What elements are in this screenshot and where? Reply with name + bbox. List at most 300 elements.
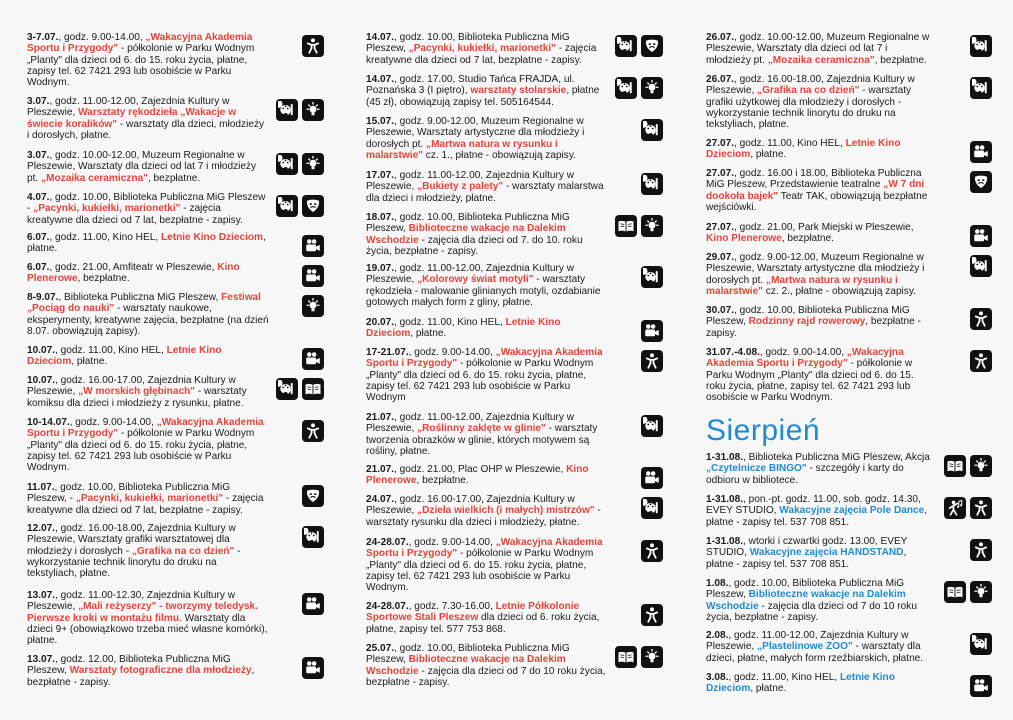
event-details: , godz. 11.00, Kino HEL, <box>394 317 506 328</box>
event-date: 4.07. <box>27 192 50 203</box>
film-camera-icon <box>302 265 324 287</box>
event-icons <box>970 225 992 247</box>
event-date: 3.07. <box>27 96 50 107</box>
event-title: „Martwa natura w rysunku i malarstwie" <box>706 274 898 297</box>
event-details: , bezpłatne - zapisy. <box>706 316 921 339</box>
event-entry <box>27 417 269 473</box>
event-entry <box>706 578 934 623</box>
film-camera-icon <box>641 467 663 489</box>
event-details: , godz. 11.00-12.00, Zajezdnia Kultury w Pleszewie, <box>27 96 230 119</box>
event-title: „Mozaika ceramiczna" <box>767 54 875 66</box>
event-date: 26.07. <box>706 32 735 43</box>
film-camera-icon <box>302 348 324 370</box>
event-details: , godz. 10.00, Biblioteka Publiczna MiG Pleszew, <box>366 212 570 235</box>
event-icons <box>641 467 663 489</box>
event-entry <box>27 523 269 579</box>
event-details: , bezpłatne. <box>147 172 201 184</box>
event-icons <box>276 153 324 175</box>
event-icons <box>970 308 992 330</box>
event-details: , godz. 9.00-14.00, <box>759 347 847 358</box>
event-title: Wakacyjne zajęcia Pole Dance <box>779 505 925 517</box>
event-entry <box>366 494 608 528</box>
event-icons <box>970 77 992 99</box>
event-details: - warsztaty dla dzieci, młodzieży i dorosłych, płatne. <box>27 118 265 141</box>
event-title: „Roślinny zaklęte w glinie" <box>417 423 546 435</box>
event-icons <box>615 646 663 668</box>
event-details: , godz. 9.00-12.00, Muzeum Regionalne w Pleszewie, Warsztaty artystyczne dla młodzieży i dorosłych pt. <box>706 252 925 286</box>
event-title: „Grafika na co dzień" <box>131 545 235 557</box>
event-details: , godz. 21.00, Park Miejski w Pleszewie, <box>734 222 914 233</box>
art-palette-icon <box>276 378 298 400</box>
art-palette-icon <box>970 35 992 57</box>
event-details: , godz. 10.00, Biblioteka Publiczna MiG Pleszew - <box>27 192 266 215</box>
event-entry <box>706 672 934 695</box>
event-entry <box>27 292 269 337</box>
event-details: dla dzieci od 6. roku życia, płatne, zapisy tel. 577 753 868. <box>366 612 600 635</box>
event-details: , godz. 11.00-12.00, Zajezdnia Kultury w Pleszewie, <box>366 263 575 286</box>
event-title: „W 7 dni dookoła bajek" <box>706 179 925 202</box>
event-details: , Biblioteka Publiczna MiG Pleszew, Akcja <box>743 452 930 463</box>
event-date: 2.08. <box>706 630 729 641</box>
event-title: Biblioteczne wakacje na Dalekim Wschodzie <box>706 589 906 612</box>
art-palette-icon <box>276 195 298 217</box>
event-details: - zajęcia kreatywne dla dzieci od 7 lat, bezpłatne - zapisy. <box>366 43 597 66</box>
event-icons <box>944 497 992 519</box>
event-details: - zajęcia dla dzieci od 7 do 10 roku życia, bezpłatne - zapisy. <box>366 665 606 688</box>
event-details: , godz. 16.00-18.00, Zajezdnia Kultury w Pleszewie, Warsztaty grafiki warsztatowej dla młodzieży i dorosłych - <box>27 523 236 557</box>
theatre-mask-icon <box>302 485 324 507</box>
event-details: , godz. 11.00-12.00, Zajezdnia Kultury w Pleszewie, <box>366 412 575 435</box>
event-entry <box>27 150 269 184</box>
event-icons <box>302 526 324 548</box>
event-entry <box>706 630 934 664</box>
event-details: - warsztaty naukowe, eksperymenty, kreatywne zajęcia, bezpłatne (na dzień 8.07. obowiązują zapisy). <box>27 303 269 337</box>
event-details: - półkolonie w Parku Wodnym „Planty" dla dzieci od 6. do 15. roku życia, płatne, zapisy tel. 62 7421 293 lub osobiście w Parku Wodnym. <box>706 358 914 404</box>
event-date: 3-7.07. <box>27 32 59 43</box>
event-details: , godz. 7.30-16.00, <box>408 601 496 612</box>
event-title: „Wakacyjna Akademia Sportu i Przygody" <box>706 347 904 370</box>
event-details: , godz. 9.00-12.00, Muzeum Regionalne w Pleszewie, Warsztaty artystyczne dla młodzieży i dorosłych pt. <box>366 116 585 150</box>
event-icons <box>970 141 992 163</box>
event-title: „Czytelnicze BINGO" <box>706 463 807 475</box>
art-palette-icon <box>302 526 324 548</box>
event-details: , bezpłatne. <box>781 233 834 245</box>
art-palette-icon <box>641 173 663 195</box>
event-icons <box>302 35 324 57</box>
event-title: Letnie Kino Dzieciom <box>706 672 895 695</box>
art-palette-icon <box>276 99 298 121</box>
event-details: , Biblioteka Publiczna MiG Pleszew, <box>58 292 222 303</box>
theatre-mask-icon <box>302 195 324 217</box>
event-entry <box>27 262 269 285</box>
event-details: - warsztaty komiksu dla dzieci i młodzieży z rysunku, płatne. <box>27 386 247 409</box>
event-details: , płatne. <box>27 232 266 255</box>
art-palette-icon <box>615 77 637 99</box>
event-title: Kino Plenerowe <box>366 464 589 487</box>
event-details: - półkolonie w Parku Wodnym „Planty" dla dzieci od 6. do 15. roku życia, płatne, zapisy tel. 62 7421 293 lub osobiście w Parku Wodnym. <box>27 43 255 89</box>
event-icons <box>970 171 992 193</box>
event-entry <box>27 192 269 226</box>
film-camera-icon <box>641 320 663 342</box>
event-entry <box>27 654 269 688</box>
event-details: , godz. 10.00, Biblioteka Publiczna MiG Pleszew, - <box>27 482 231 505</box>
event-details: , godz. 10.00, Biblioteka Publiczna MiG Pleszew, <box>366 643 570 666</box>
event-entry <box>706 168 934 213</box>
event-entry <box>366 317 608 340</box>
event-date: 10.07. <box>27 345 56 356</box>
event-details: - zajęcia kreatywne dla dzieci od 7 lat, bezpłatne - zapisy. <box>27 493 264 516</box>
event-entry <box>706 305 934 339</box>
event-details: , godz. 16.00-18.00, Zajezdnia Kultury w Pleszewie, <box>706 74 915 97</box>
event-entry <box>706 494 934 528</box>
event-title: Biblioteczne wakacje na Dalekim Wschodzie <box>366 223 566 246</box>
event-title: „Bukiety z palety" <box>417 181 504 193</box>
event-date: 12.07. <box>27 523 56 534</box>
person-running-icon <box>970 308 992 330</box>
person-running-icon <box>641 540 663 562</box>
event-title: Warsztaty fotograficzne dla młodzieży <box>69 665 252 677</box>
event-title: „Plastelinowe ZOO" <box>757 641 853 653</box>
event-details: , godz. 10.00, Biblioteka Publiczna MiG Pleszew, <box>366 32 570 55</box>
event-date: 20.07. <box>366 317 395 328</box>
event-entry <box>27 96 269 141</box>
event-entry <box>27 590 269 646</box>
event-icons <box>641 119 663 141</box>
event-details: , godz. 10.00, Biblioteka Publiczna MiG Pleszew, <box>706 578 905 601</box>
event-title: Festiwal „Pociąg do nauki" <box>27 292 261 315</box>
event-details: , godz. 21.00, Plac OHP w Pleszewie, <box>394 464 567 475</box>
event-date: 17.07. <box>366 170 395 181</box>
event-date: 10-14.07. <box>27 417 70 428</box>
event-icons <box>641 497 663 519</box>
event-title: „Mali reżyserzy" - tworzymy teledysk. Pierwsze kroki w montażu filmu. <box>27 601 258 624</box>
event-date: 17-21.07. <box>366 347 409 358</box>
event-entry <box>27 375 269 409</box>
event-title: „Pacynki, kukiełki, marionetki" <box>33 203 181 215</box>
event-icons <box>944 455 992 477</box>
event-date: 14.07. <box>366 32 395 43</box>
event-icons <box>615 35 663 57</box>
event-entry <box>706 536 934 570</box>
event-entry <box>366 32 608 66</box>
event-date: 31.07.-4.08. <box>706 347 760 358</box>
event-details: , godz. 16.00-17.00, Zajezdnia Kultury w Pleszewie, <box>27 375 236 398</box>
event-date: 3.08. <box>706 672 729 683</box>
event-date: 27.07. <box>706 168 735 179</box>
event-entry <box>366 170 608 204</box>
open-book-icon <box>615 646 637 668</box>
film-camera-icon <box>970 141 992 163</box>
event-title: Warsztaty rękodzieła „Wakacje w świecie koralików" <box>27 107 237 130</box>
event-details: , godz. 9.00-14.00, <box>69 417 157 428</box>
event-date: 30.07. <box>706 305 735 316</box>
event-details: , godz. 11.00, Kino HEL, <box>49 232 161 243</box>
lightbulb-icon <box>970 581 992 603</box>
event-title: Wakacyjne zajęcia HANDSTAND <box>749 547 904 559</box>
event-details: - szczegóły i karty do odbioru w bibliotece. <box>706 463 904 486</box>
event-title: „W morskich głębinach" <box>78 386 196 398</box>
event-icons <box>970 633 992 655</box>
event-details: , godz. 9.00-14.00, <box>408 347 496 358</box>
event-details: , godz. 21.00, Amfiteatr w Pleszewie, <box>49 262 218 273</box>
event-title: „Mozaika ceramiczna" <box>41 172 148 184</box>
event-icons <box>302 420 324 442</box>
event-details: , bezpłatne. <box>416 475 469 487</box>
art-palette-icon <box>615 35 637 57</box>
film-camera-icon <box>302 657 324 679</box>
event-title: Letnie Kino Dzieciom <box>366 317 561 340</box>
theatre-mask-icon <box>641 35 663 57</box>
lightbulb-icon <box>970 455 992 477</box>
lightbulb-icon <box>641 77 663 99</box>
art-palette-icon <box>641 415 663 437</box>
event-icons <box>302 265 324 287</box>
event-details: , godz. 17.00, Studio Tańca FRAJDA, ul. Poznańska 3 (I piętro), <box>366 74 575 97</box>
event-entry <box>706 252 934 297</box>
event-details: , pon.-pt. godz. 11.00, sob. godz. 14.30, EVEY STUDIO, <box>706 494 921 517</box>
event-icons <box>302 485 324 507</box>
event-date: 24-28.07. <box>366 537 409 548</box>
film-camera-icon <box>970 225 992 247</box>
event-icons <box>641 266 663 288</box>
event-icons <box>276 99 324 121</box>
event-icons <box>276 378 324 400</box>
event-title: „Pacynki, kukiełki, marionetki" <box>75 493 224 505</box>
event-icons <box>302 657 324 679</box>
event-details: , płatne. <box>71 356 108 368</box>
event-details: - warsztaty rysunku dla dzieci i młodzieży, płatne. <box>366 505 601 528</box>
event-details: - warsztaty malarstwa dla dzieci i młodzieży, płatne. <box>366 181 604 204</box>
lightbulb-icon <box>302 153 324 175</box>
event-icons <box>970 539 992 561</box>
event-details: , godz. 9.00-14.00, <box>58 32 146 43</box>
event-title: Kino Plenerowe <box>706 233 782 245</box>
event-title: „Wakacyjna Akademia Sportu i Przygody" <box>27 417 264 440</box>
event-icons <box>641 173 663 195</box>
event-details: , godz. 9.00-14.00, <box>408 537 496 548</box>
event-date: 27.07. <box>706 222 735 233</box>
event-title: „Wakacyjna Akademia Sportu i Przygody" <box>27 32 253 55</box>
event-entry <box>366 464 608 487</box>
event-details: - warsztaty dla dzieci, płatne, małych form rzeźbiarskich, płatne. <box>706 641 924 664</box>
event-date: 18.07. <box>366 212 395 223</box>
event-date: 11.07. <box>27 482 55 493</box>
event-icons <box>615 215 663 237</box>
event-details: , wtorki i czwartki godz. 13.00, EVEY STUDIO, <box>706 536 908 559</box>
event-entry <box>366 116 608 161</box>
art-palette-icon <box>276 153 298 175</box>
event-icons <box>302 593 324 615</box>
event-icons <box>641 415 663 437</box>
event-icons <box>302 295 324 317</box>
event-date: 15.07. <box>366 116 395 127</box>
event-icons <box>641 320 663 342</box>
open-book-icon <box>944 581 966 603</box>
person-running-icon <box>302 35 324 57</box>
event-details: , płatne - zapisy tel. 537 708 851. <box>706 505 928 528</box>
event-entry <box>706 452 934 486</box>
event-details: , płatne. <box>750 149 787 161</box>
event-details: cz. 2., płatne - obowiązują zapisy. <box>762 285 916 297</box>
event-details: , godz. 10.00-12.00, Muzeum Regionalne w Pleszewie, Warsztaty dla dzieci od lat 7 i młodzieży pt. <box>706 32 930 66</box>
event-date: 27.07. <box>706 138 735 149</box>
event-details: - zajęcia dla dzieci od 7 do 10 roku życia, bezpłatne - zapisy. <box>706 600 917 623</box>
event-title: „Martwa natura w rysunku i malarstwie" <box>366 138 558 161</box>
event-entry <box>27 232 269 255</box>
event-details: - warsztaty rękodzieła - malowanie glinianych motyli, ozdabianie gotowych małych form z gliny, płatne. <box>366 274 601 308</box>
event-details: , godz. 11.00, Kino HEL, <box>55 345 167 356</box>
event-title: Letnie Kino Dzieciom <box>706 138 901 161</box>
event-details: , godz. 10.00, Biblioteka Publiczna MiG Pleszew, <box>706 305 910 328</box>
event-details: , płatne (45 zł), obowiązują zapisy tel. 505164544. <box>366 85 600 108</box>
event-details: , płatne - zapisy tel. 537 708 851. <box>706 547 907 570</box>
event-details: , godz. 10.00-12.00, Muzeum Regionalne w Pleszewie, Warsztaty dla dzieci od lat 7 i młodzieży pt. <box>27 150 257 184</box>
event-date: 1-31.08. <box>706 494 744 505</box>
event-title: „Dzieła wielkich (i małych) mistrzów" <box>417 505 595 517</box>
event-entry <box>366 601 608 635</box>
event-details: cz. 1., płatne - obowiązują zapisy. <box>422 149 576 161</box>
event-date: 14.07. <box>366 74 395 85</box>
event-details: - zajęcia kreatywne dla dzieci od 7 lat, bezpłatne - zapisy. <box>27 203 243 226</box>
event-date: 21.07. <box>366 464 395 475</box>
event-entry <box>366 347 608 403</box>
art-palette-icon <box>970 633 992 655</box>
event-date: 6.07. <box>27 262 50 273</box>
event-details: Teatr TAK, obowiązują bezpłatne wejściówki. <box>706 190 928 213</box>
event-details: - półkolonie w Parku Wodnym „Planty" dla dzieci od 6. do 15. roku życia, płatne, zapisy tel. 62 7421 293 lub osobiście w Parku Wodnym <box>366 358 594 404</box>
event-date: 19.07. <box>366 263 395 274</box>
event-details: , godz. 11.00, Kino HEL, <box>734 138 846 149</box>
lightbulb-icon <box>302 99 324 121</box>
person-running-icon <box>970 350 992 372</box>
event-details: , płatne. <box>410 328 447 340</box>
event-date: 21.07. <box>366 412 395 423</box>
event-title: Letnie Kino Dzieciom <box>160 232 264 243</box>
event-details: , płatne. <box>750 683 787 695</box>
event-icons <box>970 255 992 277</box>
event-details: , godz. 16.00-17.00, Zajezdnia Kultury w Pleszewie, <box>366 494 575 517</box>
event-details: , bezpłatne. <box>77 273 130 285</box>
event-date: 24.07. <box>366 494 395 505</box>
event-details: - półkolonie w Parku Wodnym „Planty" dla dzieci od 6. do 15. roku życia, płatne, zapisy tel. 62 7421 293 lub osobiście w Parku Wodnym. <box>366 548 594 594</box>
event-date: 13.07. <box>27 590 56 601</box>
person-running-icon <box>641 604 663 626</box>
event-title: Letnie Kino Dzieciom <box>27 345 222 368</box>
event-title: Rodzinny rajd rowerowy <box>748 316 866 328</box>
event-details: , godz. 11.00-12.00, Zajezdnia Kultury w Pleszewie, <box>706 630 909 653</box>
event-entry <box>366 212 608 257</box>
event-details: - półkolonie w Parku Wodnym „Planty" dla dzieci od 6. do 15. roku życia, płatne, zapisy tel. 62 7421 293 lub osobiście w Parku Wodnym. <box>27 428 255 474</box>
event-entry <box>366 537 608 593</box>
art-palette-icon <box>970 77 992 99</box>
event-date: 6.07. <box>27 232 50 243</box>
event-details: , godz. 12.00, Biblioteka Publiczna MiG Pleszew, <box>27 654 231 677</box>
event-entry <box>366 74 608 108</box>
event-entry <box>706 74 934 130</box>
film-camera-icon <box>302 235 324 257</box>
art-palette-icon <box>641 266 663 288</box>
event-entry <box>706 222 934 245</box>
event-entry <box>27 345 269 368</box>
event-details: - zajęcia dla dzieci od 7. do 10. roku życia, bezpłatne - zapisy. <box>366 234 583 257</box>
event-entry <box>366 412 608 457</box>
event-title: „Wakacyjna Akademia Sportu i Przygody" <box>366 537 603 560</box>
event-title: Letnie Półkolonie Sportowe Stali Pleszew <box>366 601 580 624</box>
event-entry <box>706 138 934 161</box>
event-title: warsztaty stolarskie <box>470 85 567 97</box>
event-details: - warsztaty tworzenia obrazków w glinie, których motywem są rośliny, płatne. <box>366 423 598 457</box>
event-details: Warsztaty dla dzieci 9+ (obowiązkowo trzeba mieć własne komórki), płatne. <box>27 612 268 647</box>
open-book-icon <box>615 215 637 237</box>
lightbulb-icon <box>641 646 663 668</box>
event-icons <box>641 350 663 372</box>
film-camera-icon <box>302 593 324 615</box>
event-date: 1-31.08. <box>706 536 744 547</box>
event-icons <box>970 35 992 57</box>
event-date: 10.07. <box>27 375 56 386</box>
person-running-icon <box>641 350 663 372</box>
lightbulb-icon <box>302 295 324 317</box>
event-date: 25.07. <box>366 643 395 654</box>
event-title: „Wakacyjna Akademia Sportu i Przygody" <box>366 347 603 370</box>
art-palette-icon <box>641 119 663 141</box>
event-icons <box>641 604 663 626</box>
event-entry <box>366 263 608 308</box>
event-icons <box>302 348 324 370</box>
event-date: 1-31.08. <box>706 452 744 463</box>
art-palette-icon <box>641 497 663 519</box>
event-entry <box>366 643 608 688</box>
event-entry <box>27 32 269 88</box>
event-date: 8-9.07. <box>27 292 59 303</box>
event-details: , godz. 11.00, Kino HEL, <box>728 672 840 683</box>
person-running-icon <box>970 497 992 519</box>
event-details: , bezpłatne. <box>874 54 927 66</box>
month-heading: Sierpień <box>706 414 821 447</box>
art-palette-icon <box>970 255 992 277</box>
event-title: „Grafika na co dzień" <box>757 85 860 97</box>
event-title: Kino Plenerowe <box>27 262 240 285</box>
event-icons <box>641 540 663 562</box>
event-details: , godz. 11.00-12.00, Zajezdnia Kultury w Pleszewie, <box>366 170 575 193</box>
event-title: „Pacynki, kukiełki, marionetki" <box>408 43 556 55</box>
event-icons <box>944 581 992 603</box>
film-camera-icon <box>970 675 992 697</box>
event-entry <box>27 482 269 516</box>
dance-music-icon <box>944 497 966 519</box>
event-details: , godz. 11.00-12.30, Zajezdnia Kultury w Pleszewie, <box>27 590 236 613</box>
event-date: 13.07. <box>27 654 56 665</box>
person-running-icon <box>970 539 992 561</box>
lightbulb-icon <box>641 215 663 237</box>
event-title: Biblioteczne wakacje na Dalekim Wschodzie <box>366 654 566 677</box>
event-icons <box>970 675 992 697</box>
event-icons <box>302 235 324 257</box>
event-date: 3.07. <box>27 150 50 161</box>
event-title: „Kolorowy świat motyli" <box>417 274 534 286</box>
event-icons <box>970 350 992 372</box>
event-icons <box>615 77 663 99</box>
event-icons <box>276 195 324 217</box>
open-book-icon <box>302 378 324 400</box>
event-details: , bezpłatne - zapisy. <box>27 665 255 688</box>
event-entry <box>706 347 934 403</box>
event-details: , godz. 16.00 i 18.00, Biblioteka Publiczna MiG Pleszew, Przedstawienie teatralne <box>706 168 922 191</box>
event-details: - warsztaty grafiki użytkowej dla młodzieży i dorosłych - wykorzystanie technik linorytu do druku na tekstyliach, płatne. <box>706 85 912 131</box>
open-book-icon <box>944 455 966 477</box>
event-date: 29.07. <box>706 252 735 263</box>
event-details: - wykorzystanie technik linorytu do druku na tekstyliach, płatne. <box>27 545 241 580</box>
